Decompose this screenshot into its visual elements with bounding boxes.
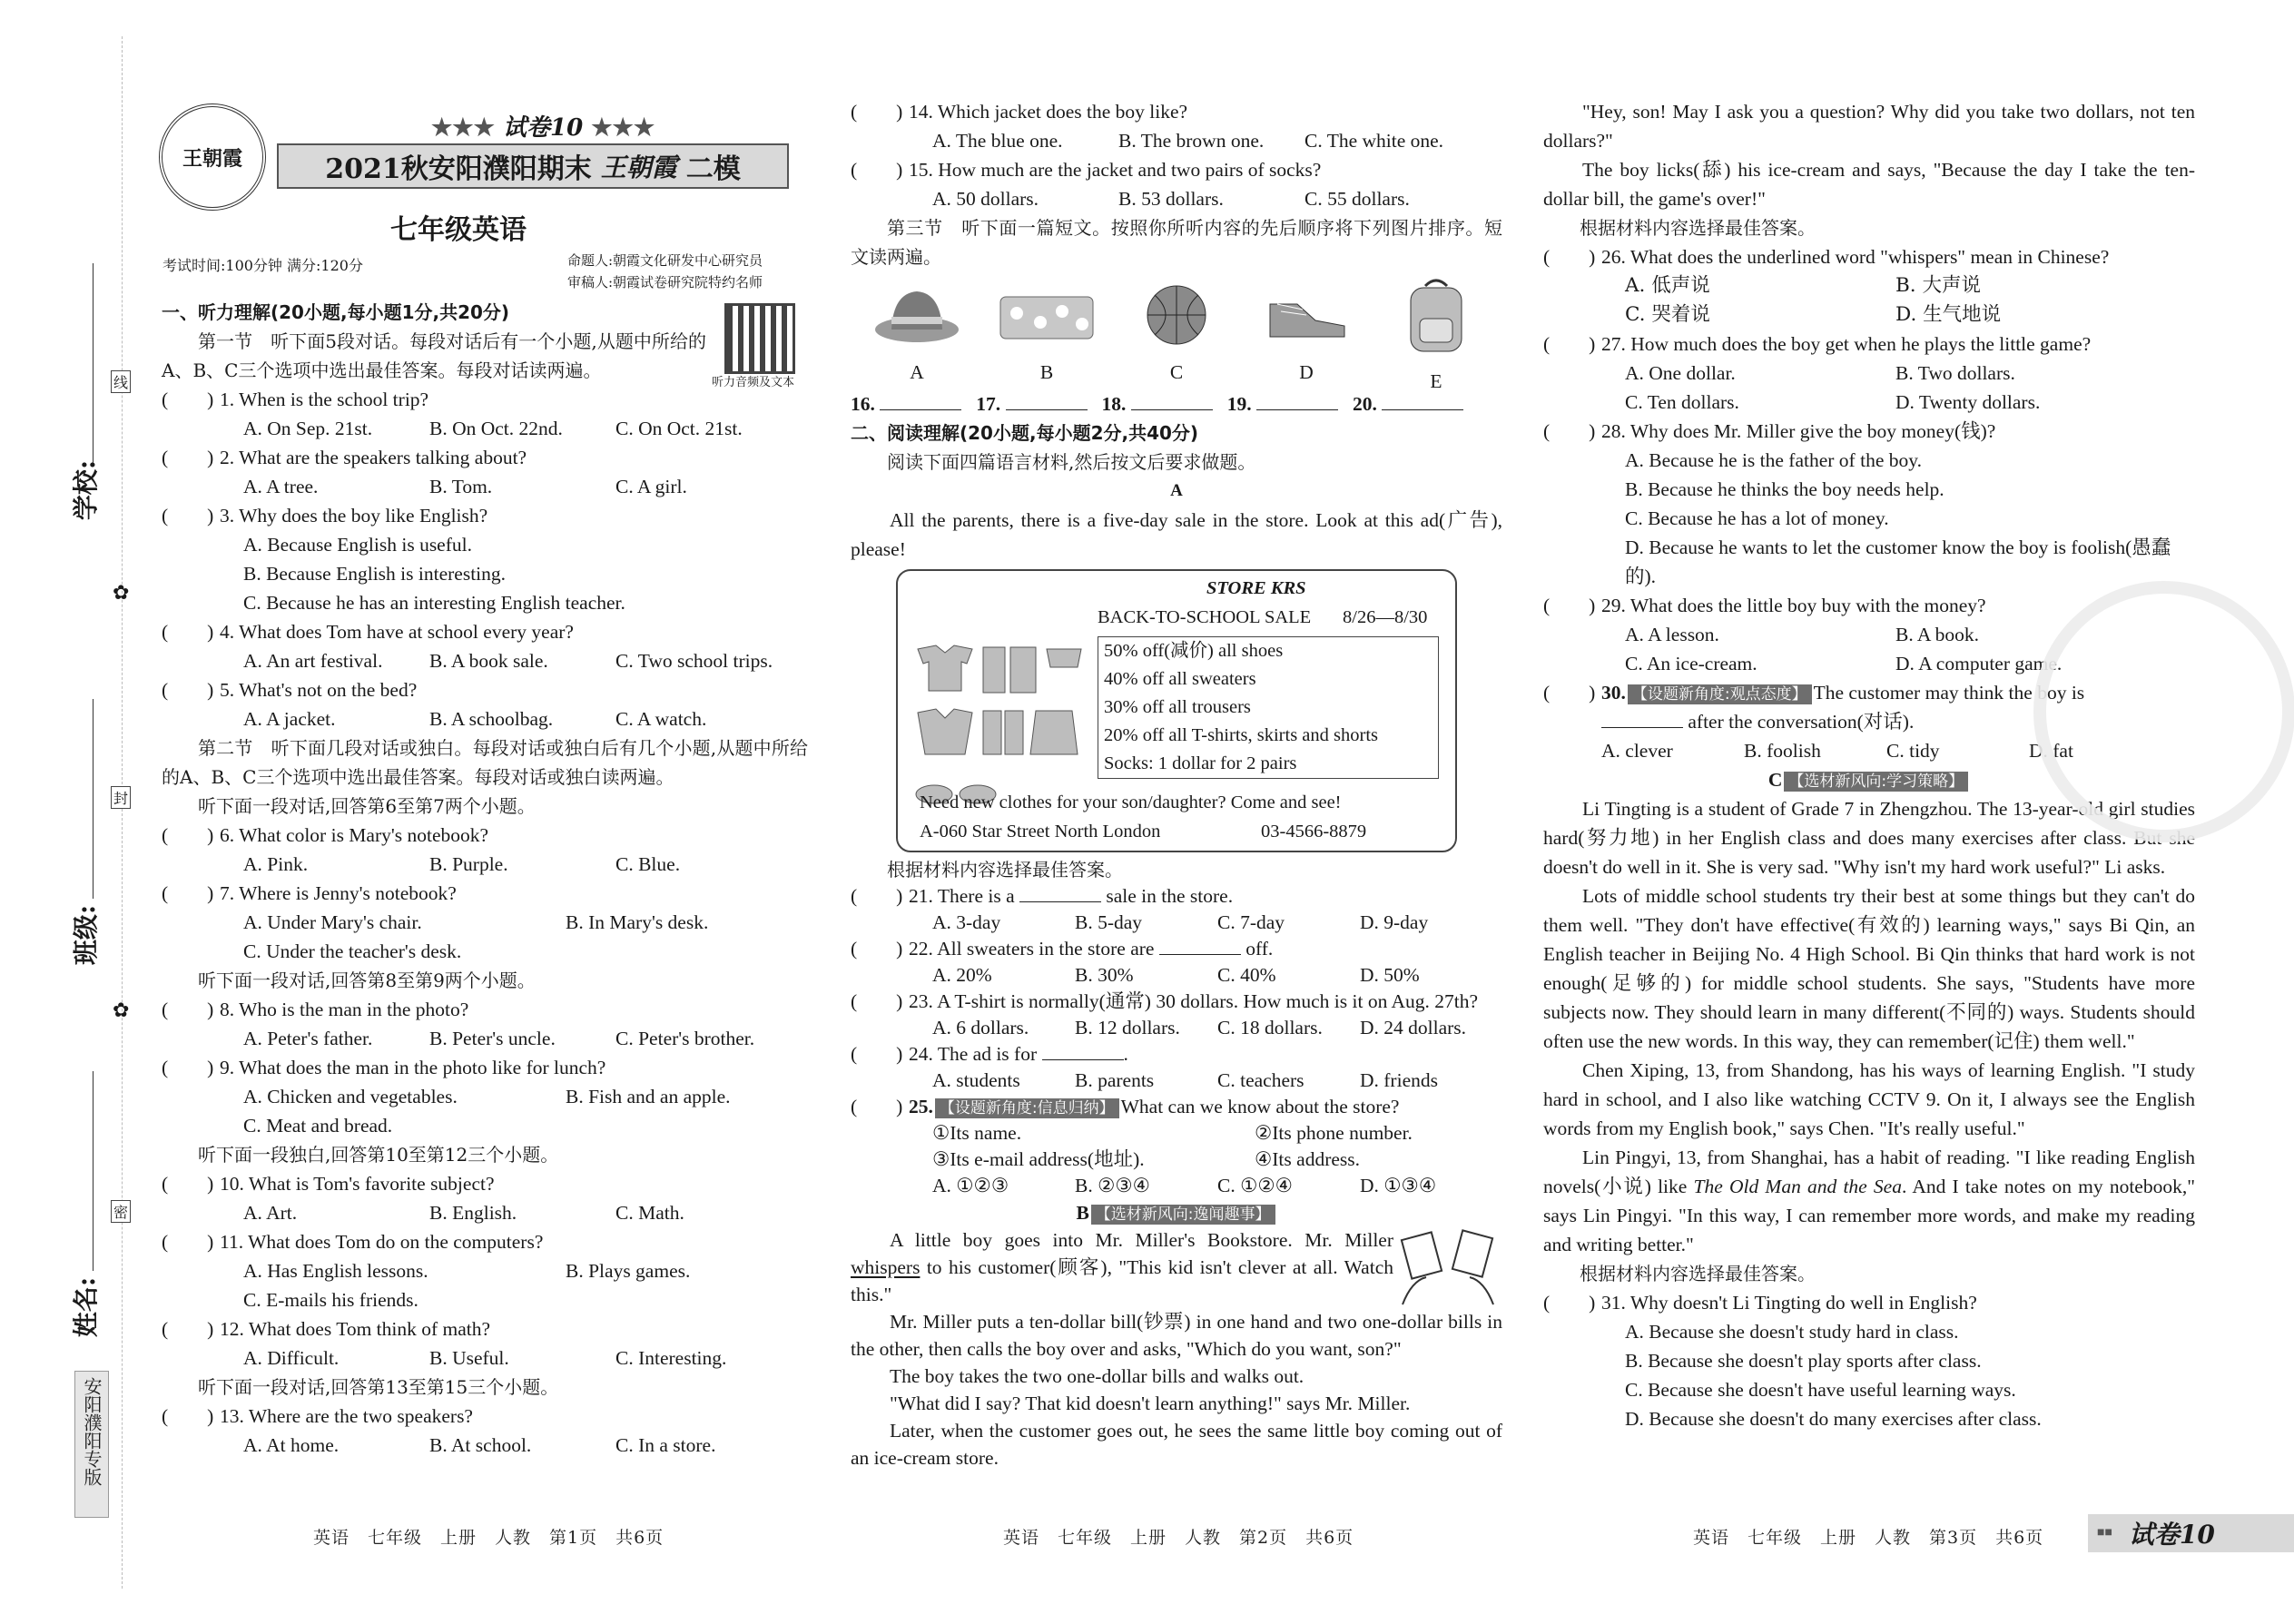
discount-item: 20% off all T-shirts, skirts and shorts <box>1104 725 1378 745</box>
picture-label: E <box>1430 370 1442 392</box>
question-text: 6. What color is Mary's notebook? <box>220 824 489 846</box>
option[interactable]: B. Because he thinks the boy needs help. <box>1625 478 1944 500</box>
options[interactable]: A. 20% B. 30% C. 40% D. 50% <box>932 964 1420 986</box>
passage-c-p1: Li Tingting is a student of Grade 7 in Zhengzhou. The 13-year-old girl studies hard(努力地) in her English class and does many exercises after class. But she doesn't do well in it. She is very sad. "Why isn't my hard work useful?" Li asks. <box>1543 798 2195 878</box>
passage-c-p4: Lin Pingyi, 13, from Shanghai, has a habit of reading. "I like reading English novels(小说) like The Old Man and the Sea. And I take notes on my notebook," says Lin Pingyi. "In this way, I can remember more words, and make my reading and writing better." <box>1543 1147 2195 1255</box>
seal-line-mark: 线 <box>111 370 131 393</box>
question-text: 13. Where are the two speakers? <box>220 1405 473 1427</box>
column-2 <box>851 97 1502 1471</box>
brand-name: 王朝霞 <box>600 153 677 182</box>
basketball-icon <box>1140 277 1213 349</box>
watermark-seal <box>2033 581 2294 842</box>
options[interactable]: A. 低声说 B. 大声说 <box>1625 274 1981 297</box>
question-text: 7. Where is Jenny's notebook? <box>220 882 457 904</box>
picture-label: A <box>910 361 924 383</box>
passage-c-p2: Lots of middle school students try their best at some things but they can't do them well. "They don't have effective(有效的) learning ways," says Bi Qin, an English teacher in Beijing No. 4 High School. Bi Qin thinks that hard work is not enough(足够的) for middle school students. She says, "Students have more subjects now. They should learn in many different(不同的) ways. Students should often use the new words. In this way, they can remember(记住) them well." <box>1543 885 2195 1052</box>
ad-box <box>896 569 1457 852</box>
question: ( ) 28. Why does Mr. Miller give the boy money(钱)? <box>1543 417 2195 446</box>
order-16[interactable]: 16. <box>851 389 961 418</box>
question: ( ) 21. There is a sale in the store. <box>851 885 1234 907</box>
passage-b-p3: The boy takes the two one-dollar bills and walks out. <box>890 1365 1305 1387</box>
part3-instr: 第三节 听下面一篇短文。按照你所听内容的先后顺序将下列图片排序。短文读两遍。 <box>851 217 1502 268</box>
class-line <box>93 699 94 899</box>
question: ( ) 29. What does the little boy buy with the money? <box>1543 591 2195 620</box>
choose-instr: 根据材料内容选择最佳答案。 <box>1580 217 1816 239</box>
listen-instr: 听下面一段对话,回答第13至第15三个小题。 <box>198 1376 559 1398</box>
question: ( ) 30. 【设题新角度:观点态度】 The customer may think the boy is <box>1543 682 2085 704</box>
ad-sale: BACK-TO-SCHOOL SALE <box>1098 607 1312 627</box>
schoolbag-icon <box>1400 277 1472 359</box>
ad-store: STORE KRS <box>1206 578 1306 598</box>
options[interactable]: A. Difficult. B. Useful. C. Interesting. <box>243 1347 727 1369</box>
options[interactable]: A. A jacket. B. A schoolbag. C. A watch. <box>243 708 707 730</box>
question-text: 10. What is Tom's favorite subject? <box>220 1173 495 1195</box>
options[interactable]: A. Has English lessons. B. Plays games. <box>243 1260 691 1282</box>
seal-seal-mark: 封 <box>111 786 131 809</box>
options[interactable]: A. Under Mary's chair. B. In Mary's desk. <box>243 911 709 933</box>
underlined-word: whispers <box>851 1256 921 1278</box>
question-text: 3. Why does the boy like English? <box>220 505 488 527</box>
ad-cta: Need new clothes for your son/daughter? Come and see! <box>920 792 1342 812</box>
option[interactable]: B. Because English is interesting. <box>243 563 507 585</box>
question: ( ) 10. What is Tom's favorite subject? <box>162 1169 808 1198</box>
question: ( ) 26. What does the underlined word "whispers" mean in Chinese? <box>1543 242 2195 271</box>
options[interactable]: A. At home. B. At school. C. In a store. <box>243 1434 716 1456</box>
footer-paper-label: 试卷10 <box>2128 1520 2215 1550</box>
new-angle-tag: 【设题新角度:观点态度】 <box>1628 684 1812 704</box>
passage-a-intro: All the parents, there is a five-day sale in the store. Look at this ad(广告), please! <box>851 509 1502 560</box>
clothes-illustration <box>909 640 1090 812</box>
passage-c-p3: Chen Xiping, 13, from Shandong, has his ways of learning English. "I study hard in school, and I also like watching CCTV 9. On it, I always see the English words from my English book," says Chen. "It's really useful." <box>1543 1059 2195 1139</box>
options[interactable]: A. 50 dollars. B. 53 dollars. C. 55 dollars. <box>932 188 1410 210</box>
options[interactable]: A. Pink. B. Purple. C. Blue. <box>243 853 681 875</box>
book-title: The Old Man and the Sea <box>1693 1176 1902 1197</box>
option[interactable]: C. Because he has a lot of money. <box>1625 507 1889 529</box>
star-icon: ★★★ <box>431 114 495 142</box>
question: ( ) 4. What does Tom have at school every year? <box>162 617 808 646</box>
seal-knot-icon: ✿ <box>113 999 130 1021</box>
question: ( ) 3. Why does the boy like English? <box>162 501 808 530</box>
passage-b-p6: "Hey, son! May I ask you a question? Why did you take two dollars, not ten dollars?" <box>1543 101 2195 152</box>
question-text: after the conversation(对话). <box>1601 707 2195 736</box>
question-text: 31. Why doesn't Li Tingting do well in English? <box>1601 1292 1977 1314</box>
footer-tab <box>2088 1514 2294 1552</box>
ad-dates: 8/26—8/30 <box>1343 607 1428 627</box>
new-angle-tag: 【设题新角度:信息归纳】 <box>935 1098 1119 1118</box>
option[interactable]: D. Because he wants to let the customer know the boy is foolish(愚蠢的). <box>1625 536 2171 587</box>
options[interactable]: A. Art. B. English. C. Math. <box>243 1202 684 1224</box>
new-trend-tag: 【选材新风向:逸闻趣事】 <box>1091 1205 1275 1225</box>
question-text: 14. Which jacket does the boy like? <box>909 101 1188 123</box>
order-20[interactable]: 20. <box>1353 389 1463 418</box>
part1-instr: 第一节 听下面5段对话。每段对话后有一个小题,从题中所给的A、B、C三个选项中选出最佳答案。每段对话读两遍。 <box>162 330 706 381</box>
question-text: 9. What does the man in the photo like for lunch? <box>220 1057 606 1078</box>
question-text: 11. What does Tom do on the computers? <box>220 1231 544 1253</box>
listen-instr: 听下面一段对话,回答第6至第7两个小题。 <box>198 795 536 817</box>
class-field <box>45 654 100 1017</box>
passage-b-p5: Later, when the customer goes out, he sees the same little boy coming out of an ice-cream store. <box>851 1420 1502 1469</box>
order-18[interactable]: 18. <box>1102 389 1213 418</box>
question: ( ) 1. When is the school trip? <box>162 385 808 414</box>
footer-page-3: 英语 七年级 上册 人教 第3页 共6页 <box>1693 1528 2044 1548</box>
square-icon: ■■ <box>2097 1526 2112 1540</box>
seal-knot-icon: ✿ <box>113 581 130 604</box>
option[interactable]: B. Because she doesn't play sports after class. <box>1625 1350 1982 1372</box>
setter: 命题人:朝霞文化研发中心研究员 <box>567 252 763 269</box>
header <box>141 91 831 309</box>
time-info: 考试时间:100分钟 满分:120分 <box>162 257 363 274</box>
option[interactable]: A. Because English is useful. <box>243 534 472 556</box>
binding-line <box>122 36 123 1589</box>
question: ( ) 11. What does Tom do on the computers? <box>162 1227 808 1256</box>
logo <box>159 103 266 211</box>
passage-b-header: B 【选材新风向:逸闻趣事】 <box>851 1199 1502 1226</box>
shoes-icon <box>1261 277 1352 349</box>
discount-item: Socks: 1 dollar for 2 pairs <box>1104 753 1297 773</box>
question: ( ) 7. Where is Jenny's notebook? <box>162 879 808 908</box>
question: ( ) 22. All sweaters in the store are off. <box>851 938 1274 960</box>
ad-address: A-060 Star Street North London <box>920 822 1161 842</box>
question: ( ) 6. What color is Mary's notebook? <box>162 821 808 850</box>
passage-b-p2: Mr. Miller puts a ten-dollar bill(钞票) in one hand and two one-dollar bills in the other, then calls the boy over and asks, "Which do you want, son?" <box>851 1311 1502 1360</box>
picture-a <box>867 277 967 384</box>
paper-label-row <box>431 109 655 143</box>
star-icon: ★★★ <box>591 114 655 142</box>
options[interactable]: C. 哭着说 D. 生气地说 <box>1625 303 2002 326</box>
passage-b-p1: A little boy goes into Mr. Miller's Bookstore. Mr. Miller whispers to his customer(顾客), "This kid isn't clever at all. Watch this." <box>851 1229 1393 1305</box>
option[interactable]: D. Because she doesn't do many exercises after class. <box>1625 1408 2042 1430</box>
question-text: 2. What are the speakers talking about? <box>220 447 527 468</box>
order-answer-row <box>851 389 1502 418</box>
question: ( ) 5. What's not on the bed? <box>162 675 808 704</box>
options[interactable]: A. 6 dollars. B. 12 dollars. C. 18 dollars. D. 24 dollars. <box>932 1017 1467 1038</box>
question: ( ) 14. Which jacket does the boy like? <box>851 97 1502 126</box>
footer-page-2: 英语 七年级 上册 人教 第2页 共6页 <box>1003 1528 1354 1548</box>
question-text: 26. What does the underlined word "whispers" mean in Chinese? <box>1601 246 2110 268</box>
question-text: 29. What does the little boy buy with the money? <box>1601 595 1986 616</box>
statements: ③Its e-mail address(地址). ④Its address. <box>932 1148 1361 1170</box>
options[interactable]: A. ①②③ B. ②③④ C. ①②④ D. ①③④ <box>932 1175 1437 1196</box>
section1-title: 一、听力理解(20小题,每小题1分,共20分) <box>162 301 510 323</box>
discount-item: 30% off all trousers <box>1104 697 1251 717</box>
qr-caption: 听力音频及文本 <box>712 376 795 389</box>
options[interactable]: C. An ice-cream. D. A computer game. <box>1625 653 2063 674</box>
name-line <box>93 1071 94 1271</box>
choose-instr: 根据材料内容选择最佳答案。 <box>887 859 1123 881</box>
school-field <box>45 254 100 617</box>
section2-instr: 阅读下面四篇语言材料,然后按文后要求做题。 <box>887 451 1256 473</box>
question: ( ) 15. How much are the jacket and two pairs of socks? <box>851 155 1502 184</box>
options[interactable]: A. students B. parents C. teachers D. friends <box>932 1069 1438 1091</box>
question-text: 4. What does Tom have at school every year? <box>220 621 574 643</box>
question: ( ) 12. What does Tom think of math? <box>162 1314 808 1343</box>
edition-text: 安阳濮阳专版 <box>81 1377 103 1486</box>
question-text: 28. Why does Mr. Miller give the boy money(钱)? <box>1601 420 1996 442</box>
options[interactable]: C. Ten dollars. D. Twenty dollars. <box>1625 391 2041 413</box>
reviewer: 审稿人:朝霞试卷研究院特约名师 <box>567 274 763 290</box>
option[interactable]: C. Meat and bread. <box>243 1115 393 1137</box>
mock-label: 二模 <box>685 153 741 185</box>
footer-page-1: 英语 七年级 上册 人教 第1页 共6页 <box>313 1528 665 1548</box>
option[interactable]: C. Because he has an interesting English teacher. <box>243 592 625 614</box>
picture-d <box>1256 277 1356 384</box>
seal-mi-mark: 密 <box>111 1200 131 1223</box>
edition-tab <box>74 1371 109 1518</box>
question-text: 27. How much does the boy get when he plays the little game? <box>1601 333 2092 355</box>
class-label: 班级: <box>71 904 102 966</box>
options[interactable]: A. Chicken and vegetables. B. Fish and an apple. <box>243 1086 731 1107</box>
subject-title: 七年级英语 <box>390 214 527 246</box>
passage-b-p4: "What did I say? That kid doesn't learn anything!" says Mr. Miller. <box>890 1393 1411 1414</box>
logo-text: 王朝霞 <box>182 146 242 171</box>
exam-title: 2021秋安阳濮阳期末 <box>325 153 592 185</box>
column-1 <box>162 298 808 1460</box>
choose-instr: 根据材料内容选择最佳答案。 <box>1580 1263 1816 1284</box>
question: ( ) 25. 【设题新角度:信息归纳】 What can we know about the store? <box>851 1096 1400 1117</box>
option[interactable]: C. Because she doesn't have useful learning ways. <box>1625 1379 2016 1401</box>
option[interactable]: C. Under the teacher's desk. <box>243 940 462 962</box>
options[interactable]: A. On Sep. 21st. B. On Oct. 22nd. C. On Oct. 21st. <box>243 418 743 439</box>
passage-c-header: C 【选材新风向:学习策略】 <box>1543 765 2195 794</box>
name-field <box>45 1053 100 1353</box>
discount-list <box>1098 636 1439 779</box>
passage-b-p7: The boy licks(舔) his ice-cream and says, "Because the day I take the ten-dollar bill, the game's over!" <box>1543 159 2195 210</box>
question-text: 8. Who is the man in the photo? <box>220 999 469 1020</box>
question: ( ) 31. Why doesn't Li Tingting do well in English? <box>1543 1288 2195 1317</box>
listen-instr: 听下面一段对话,回答第8至第9两个小题。 <box>198 969 536 991</box>
question: ( ) 8. Who is the man in the photo? <box>162 995 808 1024</box>
listen-instr: 听下面一段独白,回答第10至第12三个小题。 <box>198 1144 559 1166</box>
part2-instr: 第二节 听下面几段对话或独白。每段对话或独白后有几个小题,从题中所给的A、B、C三个选项中选出最佳答案。每段对话或独白读两遍。 <box>162 737 808 788</box>
discount-item: 40% off all sweaters <box>1104 669 1256 689</box>
options[interactable]: A. One dollar. B. Two dollars. <box>1625 362 2015 384</box>
question: ( ) 2. What are the speakers talking about? <box>162 443 808 472</box>
options[interactable]: A. 3-day B. 5-day C. 7-day D. 9-day <box>932 911 1429 933</box>
paper-label: 试卷10 <box>503 114 584 142</box>
new-trend-tag: 【选材新风向:学习策略】 <box>1784 772 1968 792</box>
option[interactable]: A. Because he is the father of the boy. <box>1625 449 1922 471</box>
options[interactable]: A. A lesson. B. A book. <box>1625 624 1979 645</box>
socks-icon <box>997 277 1097 349</box>
question-text: 15. How much are the jacket and two pairs of socks? <box>909 159 1322 181</box>
left-sidebar <box>0 0 154 1624</box>
picture-row <box>851 277 1502 392</box>
picture-e <box>1386 277 1486 392</box>
question: ( ) 24. The ad is for . <box>851 1043 1128 1065</box>
question: ( ) 27. How much does the boy get when he plays the little game? <box>1543 330 2195 359</box>
question: ( ) 23. A T-shirt is normally(通常) 30 dollars. How much is it on Aug. 27th? <box>851 989 1502 1015</box>
picture-label: C <box>1169 361 1184 383</box>
school-label: 学校: <box>71 459 102 521</box>
section2-title: 二、阅读理解(20小题,每小题2分,共40分) <box>851 422 1199 444</box>
title-banner <box>277 143 789 189</box>
school-line <box>93 263 94 463</box>
picture-c <box>1127 277 1226 384</box>
picture-b <box>997 277 1097 384</box>
passage-a-letter: A <box>1170 481 1183 500</box>
options[interactable]: A. Peter's father. B. Peter's uncle. C. Peter's brother. <box>243 1028 755 1049</box>
question-text: 5. What's not on the bed? <box>220 679 418 701</box>
picture-label: B <box>1039 361 1054 383</box>
option[interactable]: C. E-mails his friends. <box>243 1289 418 1311</box>
hat-icon <box>871 277 962 349</box>
picture-label: D <box>1299 361 1314 383</box>
ad-phone: 03-4566-8879 <box>1261 822 1367 842</box>
question: ( ) 13. Where are the two speakers? <box>162 1402 808 1431</box>
options[interactable]: A. An art festival. B. A book sale. C. Two school trips. <box>243 650 773 672</box>
order-19[interactable]: 19. <box>1227 389 1338 418</box>
question-text: 23. A T-shirt is normally(通常) 30 dollars. How much is it on Aug. 27th? <box>909 990 1479 1012</box>
money-hands-illustration <box>1393 1226 1502 1308</box>
options[interactable]: A. The blue one. B. The brown one. C. The white one. <box>932 130 1444 152</box>
option[interactable]: A. Because she doesn't study hard in class. <box>1625 1321 1959 1343</box>
options[interactable]: A. clever B. foolish C. tidy D. fat <box>1601 740 2073 762</box>
question-text: 12. What does Tom think of math? <box>220 1318 491 1340</box>
options[interactable]: A. A tree. B. Tom. C. A girl. <box>243 476 687 497</box>
order-17[interactable]: 17. <box>976 389 1087 418</box>
statements: ①Its name. ②Its phone number. <box>932 1122 1413 1144</box>
name-label: 姓名: <box>71 1276 102 1338</box>
discount-item: 50% off(减价) all shoes <box>1104 641 1284 661</box>
question: ( ) 9. What does the man in the photo like for lunch? <box>162 1053 808 1082</box>
question-text: 1. When is the school trip? <box>220 389 429 410</box>
